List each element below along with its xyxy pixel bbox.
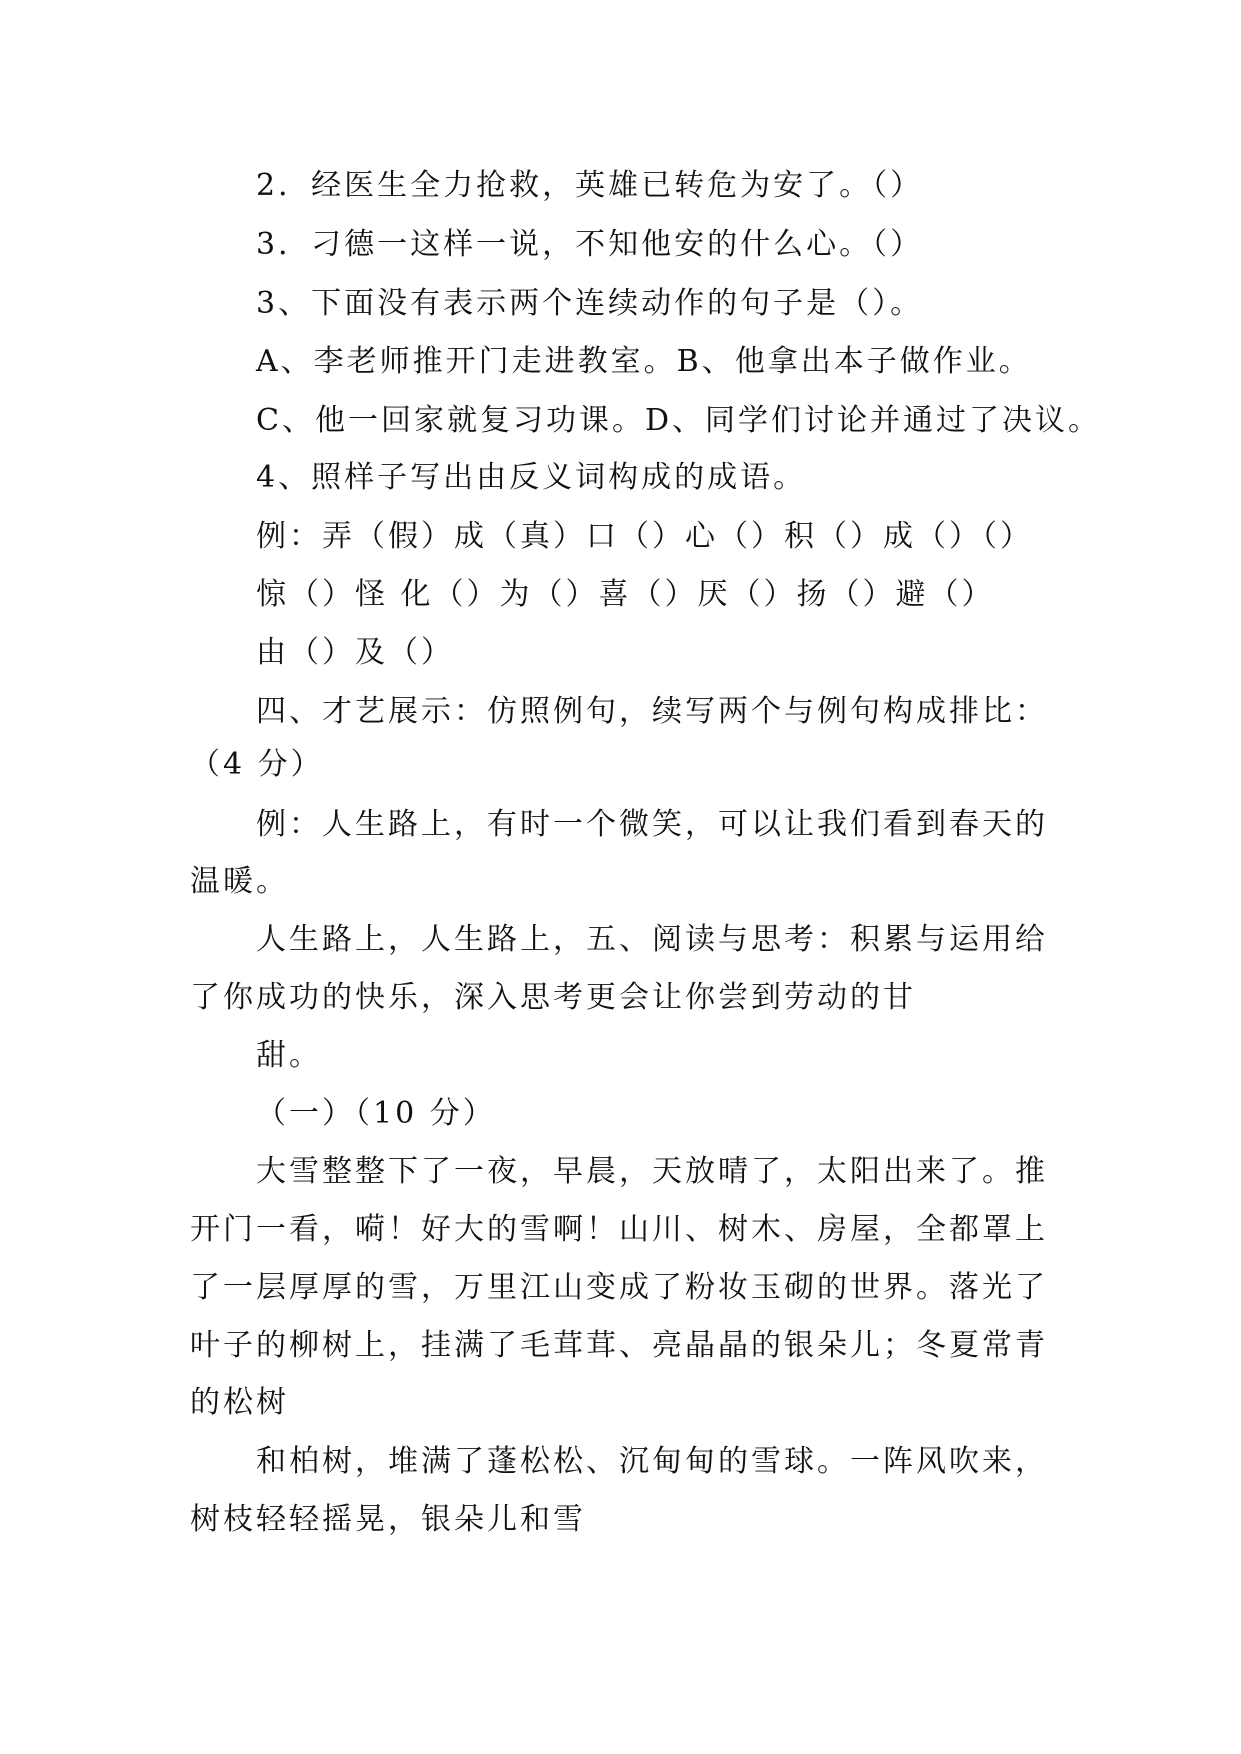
idiom-blanks-line: 惊（）怪 化（）为（）喜（）厌（）扬（）避（） — [256, 577, 995, 612]
example-sentence-line: 例：人生路上，有时一个微笑，可以让我们看到春天的 — [256, 807, 1048, 842]
question-2-line: 2．经医生全力抢救，英雄已转危为安了。（） — [256, 168, 924, 203]
passage-line-7: 树枝轻轻摇晃，银朵儿和雪 — [190, 1502, 586, 1537]
question-3-line: 3．刁德一这样一说，不知他安的什么心。（） — [256, 227, 924, 262]
option-cd-line: C、他一回家就复习功课。D、同学们讨论并通过了决议。 — [256, 403, 1102, 438]
section-five-end: 甜。 — [256, 1038, 322, 1073]
example-sentence-continuation: 温暖。 — [190, 864, 289, 899]
section-five-line: 人生路上，人生路上，五、阅读与思考：积累与运用给 — [256, 922, 1048, 957]
section-four-heading: 四、才艺展示：仿照例句，续写两个与例句构成排比： — [256, 694, 1048, 729]
section-3-heading: 3、下面没有表示两个连续动作的句子是（）。 — [256, 286, 924, 321]
passage-line-5: 的松树 — [190, 1385, 289, 1420]
passage-line-1: 大雪整整下了一夜，早晨，天放晴了，太阳出来了。推 — [256, 1154, 1048, 1189]
section-five-continuation: 了你成功的快乐，深入思考更会让你尝到劳动的甘 — [190, 980, 916, 1015]
section-4-heading: 4、照样子写出由反义词构成的成语。 — [256, 460, 807, 495]
passage-line-4: 叶子的柳树上，挂满了毛茸茸、亮晶晶的银朵儿；冬夏常青 — [190, 1328, 1048, 1363]
option-ab-line: A、李老师推开门走进教室。B、他拿出本子做作业。 — [256, 344, 1032, 379]
passage-line-3: 了一层厚厚的雪，万里江山变成了粉妆玉砌的世界。落光了 — [190, 1270, 1048, 1305]
part-one-heading: （一）（10 分） — [256, 1096, 496, 1131]
passage-line-6: 和柏树，堆满了蓬松松、沉甸甸的雪球。一阵风吹来， — [256, 1444, 1048, 1479]
idiom-example-line: 例：弄（假）成（真）口（）心（）积（）成（）（） — [256, 519, 1033, 554]
passage-line-2: 开门一看，嗬！好大的雪啊！山川、树木、房屋，全都罩上 — [190, 1212, 1048, 1247]
idiom-blanks-line-2: 由（）及（） — [256, 635, 454, 670]
score-4-label: （4 分） — [190, 747, 324, 782]
